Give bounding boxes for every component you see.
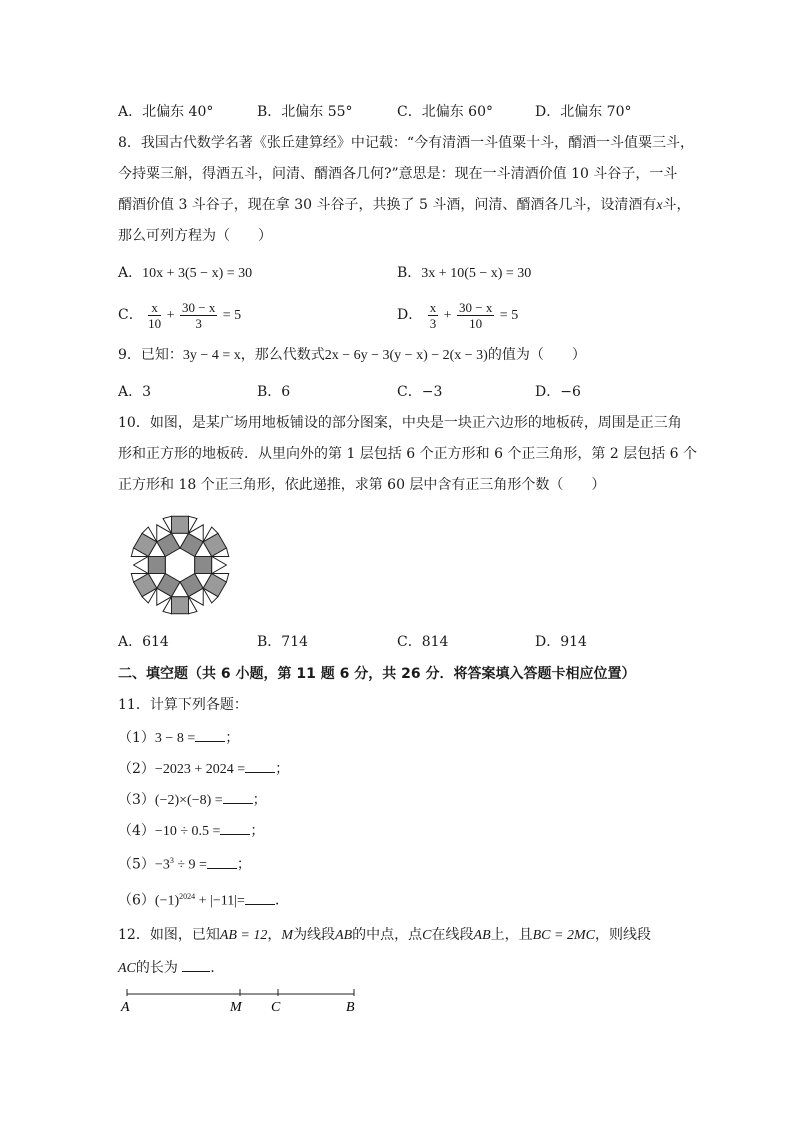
layer-2-triangle: [134, 557, 149, 574]
q9-option-a: A．3: [118, 384, 152, 400]
layer-2-triangle: [212, 557, 227, 574]
q9-option-c: C．−3: [397, 384, 443, 400]
q10-option-b: B．714: [257, 634, 309, 650]
answer-blank[interactable]: [182, 957, 210, 972]
answer-blank[interactable]: [220, 820, 250, 835]
point-b-label: B: [346, 1000, 355, 1015]
layer-1-square: [195, 557, 212, 574]
q8-option-c: C． $\frac{x}{10}$ + $\frac{30 - x}{3}$ = 5: [118, 299, 242, 331]
layer-1-square: [148, 557, 165, 574]
q10-line-1: 10．如图，是某广场用地板铺设的部分图案，中央是一块正六边形的地板砖，周围是正三角: [118, 415, 682, 431]
q8-option-d: D． $\frac{x}{3}$ + $\frac{30 - x}{10}$ = 5: [397, 299, 519, 331]
q7-option-b: B．北偏东 55°: [257, 104, 353, 120]
q11-item-2: （2）−2023 + 2024 = ；: [118, 758, 289, 780]
q10-line-3: 正方形和 18 个正三角形，依此递推，求第 60 层中含有正三角形个数（ ）: [118, 477, 606, 493]
q11-title: 11．计算下列各题：: [118, 697, 248, 713]
q10-option-a: A．614: [118, 634, 169, 650]
q11-item-6: $(6)(-1)^{2024} + |-11|=$ ．: [118, 887, 289, 912]
q12-line-2: AC的长为 ．: [118, 957, 224, 979]
q12-line-1: 12．如图，已知AB = 12，M为线段AB的中点，点C在线段AB上，且BC = 2MC，则线段: [118, 927, 651, 943]
layer-2-square: [172, 516, 189, 533]
q9-stem: 9．已知：3y − 4 = x，那么代数式2x − 6y − 3(y − x) − 2(x − 3)的值为（ ）: [118, 347, 586, 363]
q10-line-2: 形和正方形的地板砖．从里向外的第 1 层包括 6 个正方形和 6 个正三角形，第 2 层包括 6 个: [118, 446, 698, 462]
q8-option-b: B．3x + 10(5 − x) = 30: [397, 265, 532, 281]
answer-blank[interactable]: [195, 727, 225, 742]
q8-line-3: 醑酒价值 3 斗谷子，现在拿 30 斗谷子，共换了 5 斗酒，问清、醑酒各几斗，设清酒有x斗，: [118, 197, 691, 213]
q10-option-c: C．814: [397, 634, 449, 650]
q11-item-4: （4）−10 ÷ 0.5 = ；: [118, 820, 264, 842]
q11-item-1: （1）3 − 8 = ；: [118, 727, 239, 749]
layer-2-square: [172, 597, 189, 614]
answer-blank[interactable]: [245, 758, 275, 773]
q11-item-3: （3）(−2)×(−8) = ；: [118, 789, 267, 811]
point-a-label: A: [121, 1000, 130, 1015]
q7-option-c: C．北偏东 60°: [397, 104, 493, 120]
answer-blank[interactable]: [207, 854, 237, 869]
q8-line-4: 那么可列方程为（ ）: [118, 228, 272, 244]
point-m-label: M: [230, 1000, 242, 1015]
q8-option-a: A．10x + 3(5 − x) = 30: [118, 265, 253, 281]
q11-item-5: $(5)-3^3 \div 9$ = ；: [118, 851, 251, 876]
q10-option-d: D．914: [535, 634, 587, 650]
answer-blank[interactable]: [245, 890, 275, 905]
segment-figure: [118, 984, 368, 1018]
q8-line-1: 8．我国古代数学名著《张丘建算经》中记载：“今有清酒一斗值粟十斗，醑酒一斗值粟三斗，: [118, 135, 695, 151]
q7-option-d: D．北偏东 70°: [535, 104, 632, 120]
answer-blank[interactable]: [223, 789, 253, 804]
q9-option-b: B．6: [257, 384, 291, 400]
tiling-pattern-figure: [120, 505, 240, 625]
q9-option-d: D．−6: [535, 384, 581, 400]
point-c-label: C: [271, 1000, 281, 1015]
q7-option-a: A．北偏东 40°: [118, 104, 214, 120]
section-2-title: 二、填空题（共 6 小题，第 11 题 6 分，共 26 分．将答案填入答题卡相应位置）: [118, 666, 636, 682]
q8-line-2: 今持粟三斛，得酒五斗，问清、醑酒各几何?”意思是：现在一斗清酒价值 10 斗谷子，一斗: [118, 166, 678, 182]
